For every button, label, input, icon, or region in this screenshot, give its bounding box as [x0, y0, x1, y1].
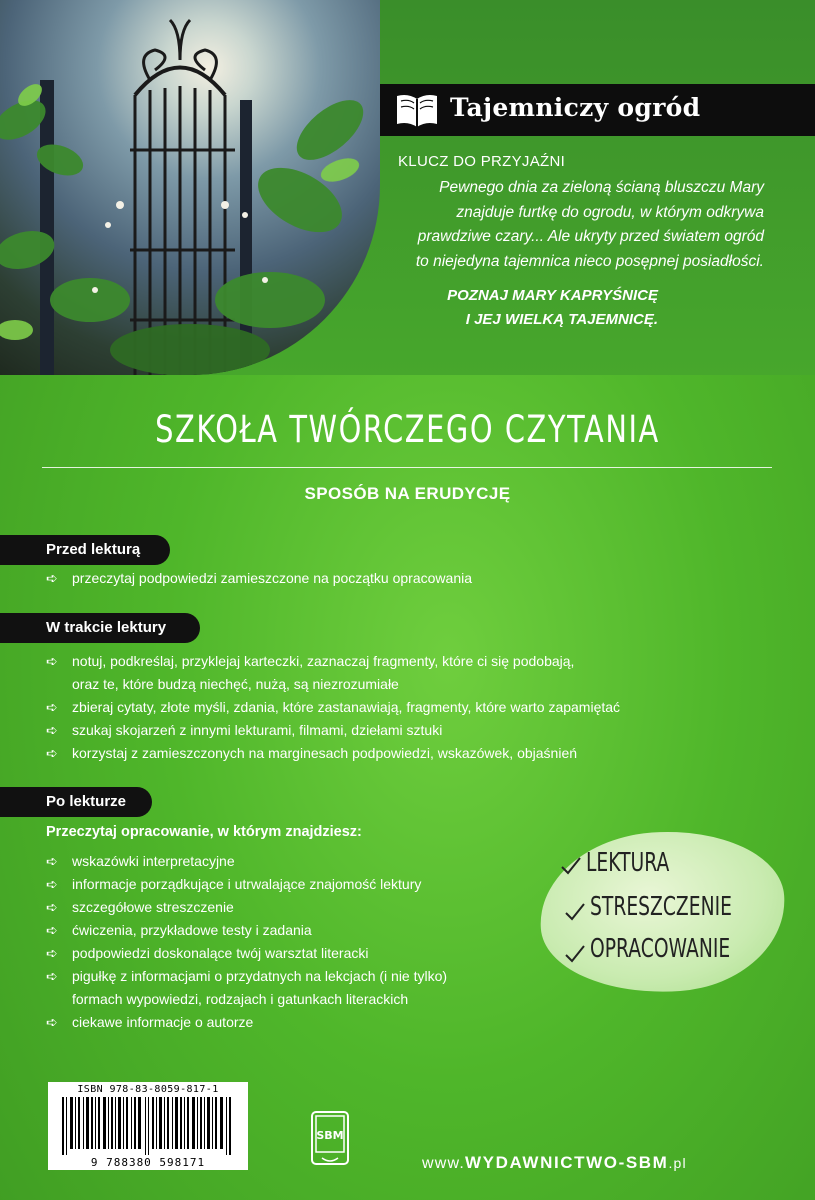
url-prefix: www.: [422, 1155, 466, 1172]
list-item: ➪ ciekawe informacje o autorze: [46, 1011, 447, 1034]
list-item: ➪ szukaj skojarzeń z innymi lekturami, filmami, dziełami sztuki: [46, 719, 620, 742]
barcode-number: 9 788380 598171: [90, 1156, 206, 1169]
section-tab-before: Przed lekturą: [0, 535, 170, 565]
arrow-icon: ➪: [46, 722, 58, 738]
contents-badge: [540, 832, 785, 992]
publisher-logo: [308, 1108, 354, 1168]
list-item: ➪ wskazówki interpretacyjne: [46, 850, 447, 873]
during-list: [46, 650, 620, 765]
arrow-icon: ➪: [46, 922, 58, 938]
barcode-bars: [62, 1097, 234, 1155]
list-item: ➪ korzystaj z zamieszczonych na marginesach podpowiedzi, wskazówek, objaśnień: [46, 742, 620, 765]
url-suffix: .pl: [668, 1155, 687, 1171]
isbn-text: ISBN 978-83-8059-817-1: [77, 1084, 219, 1095]
blurb-line: to niejedyna tajemnica nieco posępnej posiadłości.: [415, 252, 764, 270]
logo-text: SBM: [316, 1129, 344, 1142]
badge-item: OPRACOWANIE: [590, 934, 731, 964]
blurb-line: prawdziwe czary... Ale ukryty przed światem ogród: [417, 228, 764, 245]
subtitle: SPOSÓB NA ERUDYCJĘ: [304, 484, 511, 503]
badge-item: STRESZCZENIE: [590, 892, 732, 922]
after-intro: Przeczytaj opracowanie, w którym znajdziesz:: [46, 824, 362, 840]
check-icon: [560, 856, 582, 876]
publisher-url[interactable]: [422, 1153, 687, 1173]
school-title: SZKOŁA TWÓRCZEGO CZYTANIA: [155, 408, 660, 451]
arrow-icon: ➪: [46, 745, 58, 761]
list-item: ➪ podpowiedzi doskonalące twój warsztat literacki: [46, 942, 447, 965]
callout-line: POZNAJ MARY KAPRYŚNICĘ: [447, 287, 658, 304]
check-icon: [564, 944, 586, 964]
list-item: ➪ ćwiczenia, przykładowe testy i zadania: [46, 919, 447, 942]
blurb-kicker: KLUCZ DO PRZYJAŹNI: [398, 153, 566, 170]
callout-line: I JEJ WIELKĄ TAJEMNICĘ.: [465, 311, 658, 328]
arrow-icon: ➪: [46, 653, 58, 669]
list-item: ➪ zbieraj cytaty, złote myśli, zdania, które zastanawiają, fragmenty, które warto zapamiętać: [46, 696, 620, 719]
arrow-icon: ➪: [46, 699, 58, 715]
blurb-callout: [392, 284, 658, 332]
check-icon: [564, 902, 586, 922]
list-item: ➪ notuj, podkreślaj, przyklejaj karteczki, zaznaczaj fragmenty, które ci się podobają, oraz te, które budzą niechęć, nużą, są niezrozumiałe: [46, 650, 620, 696]
blurb-paragraph: [392, 176, 764, 274]
after-list: [46, 850, 447, 1034]
arrow-icon: ➪: [46, 945, 58, 961]
arrow-icon: ➪: [46, 853, 58, 869]
url-main: WYDAWNICTWO-SBM: [465, 1153, 669, 1172]
list-item: ➪ informacje porządkujące i utrwalające znajomość lektury: [46, 873, 447, 896]
list-item: ➪ szczegółowe streszczenie: [46, 896, 447, 919]
section-tab-after: Po lekturze: [0, 787, 152, 817]
list-item: ➪ przeczytaj podpowiedzi zamieszczone na początku opracowania: [46, 567, 472, 590]
arrow-icon: ➪: [46, 1014, 58, 1030]
barcode: [48, 1082, 248, 1170]
title-banner: [380, 84, 815, 136]
open-book-icon: [394, 91, 440, 129]
blurb-line: Pewnego dnia za zieloną ścianą bluszczu Mary: [439, 179, 764, 196]
arrow-icon: ➪: [46, 876, 58, 892]
section-tab-during: W trakcie lektury: [0, 613, 200, 643]
before-list: [46, 567, 472, 590]
list-item: ➪ pigułkę z informacjami o przydatnych na lekcjach (i nie tylko) formach wypowiedzi, rodzajach i gatunkach literackich: [46, 965, 447, 1011]
arrow-icon: ➪: [46, 570, 58, 586]
book-title: Tajemniczy ogród: [450, 93, 701, 122]
arrow-icon: ➪: [46, 968, 58, 984]
badge-item: LEKTURA: [586, 848, 670, 878]
blurb: [392, 153, 792, 332]
blurb-line: znajduje furtkę do ogrodu, w którym odkrywa: [456, 203, 764, 221]
garden-illustration: [0, 0, 380, 375]
divider: [42, 467, 772, 468]
arrow-icon: ➪: [46, 899, 58, 915]
